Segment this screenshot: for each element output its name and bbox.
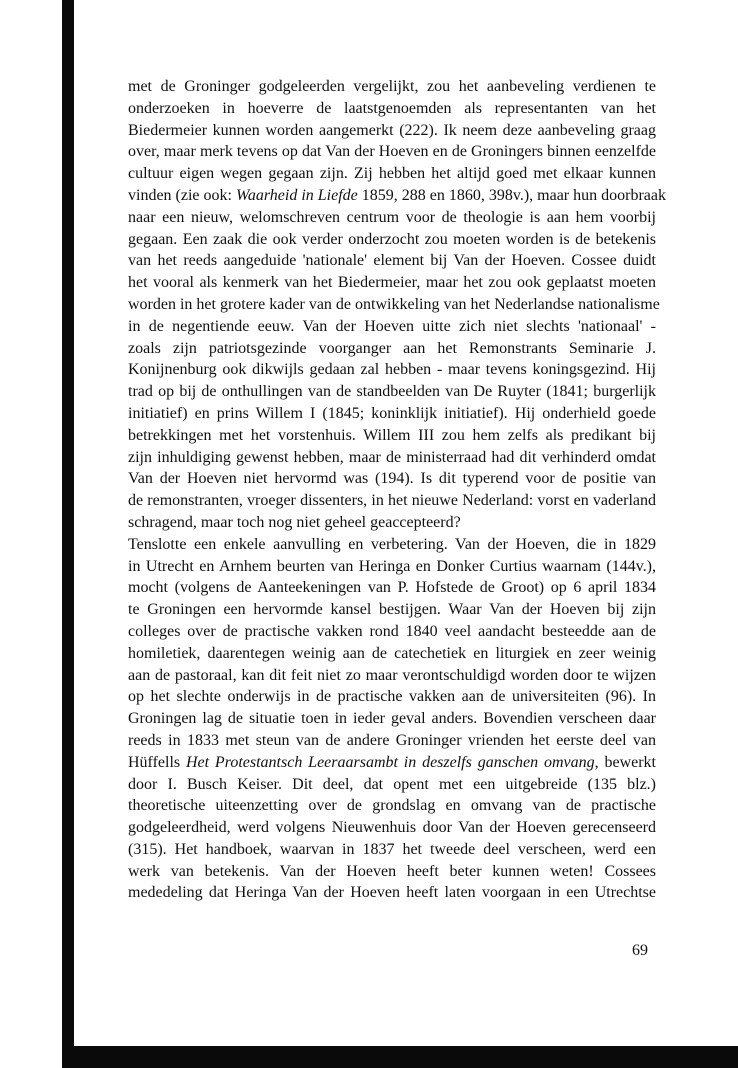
italic-title: Waarheid in Liefde [235,186,358,204]
text-line: Tenslotte een enkele aanvulling en verbetering. Van der Hoeven, die in 1829 [128,535,656,553]
text-line: worden in het grotere kader van de ontwikkeling van het Nederlandse nationalisme [128,295,660,313]
text-line: colleges over de practische vakken rond 1840 veel aandacht besteedde aan de [128,622,656,640]
body-text [128,76,666,904]
text-line: aan de pastoraal, kan dit feit niet zo maar verontschuldigd worden door te wijzen [128,666,656,684]
page-number: 69 [632,942,648,959]
text-line: over, maar merk tevens op dat Van der Hoeven en de Groningers binnen eenzelfde [128,143,656,161]
text-line: het vooral als kenmerk van het Biedermeier, maar het zou ook geplaatst moeten [128,274,656,292]
text-line: naar een nieuw, welomschreven centrum voor de theologie is aan hem voorbij [128,208,656,226]
text-line [128,185,666,207]
scan-edge-bottom [62,1046,738,1068]
text-line: Konijnenburg ook dikwijls gedaan zal hebben - maar tevens koningsgezind. Hij [128,361,656,379]
text-line: op het slechte onderwijs in de practische vakken aan de universiteiten (96). In [128,688,656,706]
text-line: zijn inhuldiging gewenst hebben, maar de ministerraad had dit verhinderd omdat [128,448,656,466]
text-line: door I. Busch Keiser. Dit deel, dat opent met een uitgebreide (135 blz.) [128,775,656,793]
text-line: schragend, maar toch nog niet geheel geaccepteerd? [128,513,461,531]
text-line: mocht (volgens de Aanteekeningen van P. Hofstede de Groot) op 6 april 1834 [128,579,656,597]
text-line [128,752,656,774]
text-line: de remonstranten, vroeger dissenters, in het nieuwe Nederland: vorst en vaderland [128,492,656,510]
text-line: Van der Hoeven niet hervormd was (194). Is dit typerend voor de positie van [128,470,656,488]
text-line: Groningen lag de situatie toen in ieder geval anders. Bovendien verscheen daar [128,710,656,728]
text-line: cultuur eigen wegen gegaan zijn. Zij hebben het altijd goed met elkaar kunnen [128,165,656,183]
text-line-segment: Hüffells [128,753,186,771]
scan-edge-left [62,0,74,1050]
text-line: mededeling dat Heringa Van der Hoeven heeft laten voorgaan in een Utrechtse [128,884,656,902]
text-line: in Utrecht en Arnhem beurten van Heringa en Donker Curtius waarnam (144v.), [128,557,656,575]
text-line-segment: , bewerkt [594,753,656,771]
text-line: zoals zijn patriotsgezinde voorganger aan het Remonstrants Seminarie J. [128,339,656,357]
text-line: gegaan. Een zaak die ook verder onderzocht zou moeten worden is de betekenis [128,230,656,248]
text-line: reeds in 1833 met steun van de andere Groninger vrienden het eerste deel van [128,731,656,749]
text-line: werk van betekenis. Van der Hoeven heeft beter kunnen weten! Cossees [128,862,656,880]
text-line: met de Groninger godgeleerden vergelijkt, zou het aanbeveling verdienen te [128,78,656,95]
text-line: trad op bij de onthullingen van de standbeelden van De Ruyter (1841; burgerlijk [128,383,656,401]
text-line: in de negentiende eeuw. Van der Hoeven uitte zich niet slechts 'nationaal' - [128,317,656,335]
text-line: theoretische uiteenzetting over de grondslag en omvang van de practische [128,797,656,815]
text-line: (315). Het handboek, waarvan in 1837 het tweede deel verscheen, werd een [128,840,656,858]
text-line: homiletiek, daarentegen weinig aan de catechetiek en liturgiek en zeer weinig [128,644,656,662]
text-line: betrekkingen met het vorstenhuis. Willem III zou hem zelfs als predikant bij [128,426,656,444]
italic-title: Het Protestantsch Leeraarsambt in deszelfs ganschen omvang [185,753,595,771]
text-line-segment: vinden (zie ook: [128,186,236,204]
text-line: te Groningen een hervormde kansel bestijgen. Waar Van der Hoeven bij zijn [128,601,656,619]
text-line: onderzoeken in hoeverre de laatstgenoemden als representanten van het [128,99,656,117]
text-line: Biedermeier kunnen worden aangemerkt (222). Ik neem deze aanbeveling graag [128,121,656,139]
text-line: initiatief) en prins Willem I (1845; koninklijk initiatief). Hij onderhield goede [128,404,656,422]
text-line-segment: 1859, 288 en 1860, 398v.), maar hun doorbraak [357,186,666,204]
text-line: van het reeds aangeduide 'nationale' element bij Van der Hoeven. Cossee duidt [128,252,656,270]
text-line: godgeleerdheid, werd volgens Nieuwenhuis door Van der Hoeven gerecenseerd [128,819,656,837]
